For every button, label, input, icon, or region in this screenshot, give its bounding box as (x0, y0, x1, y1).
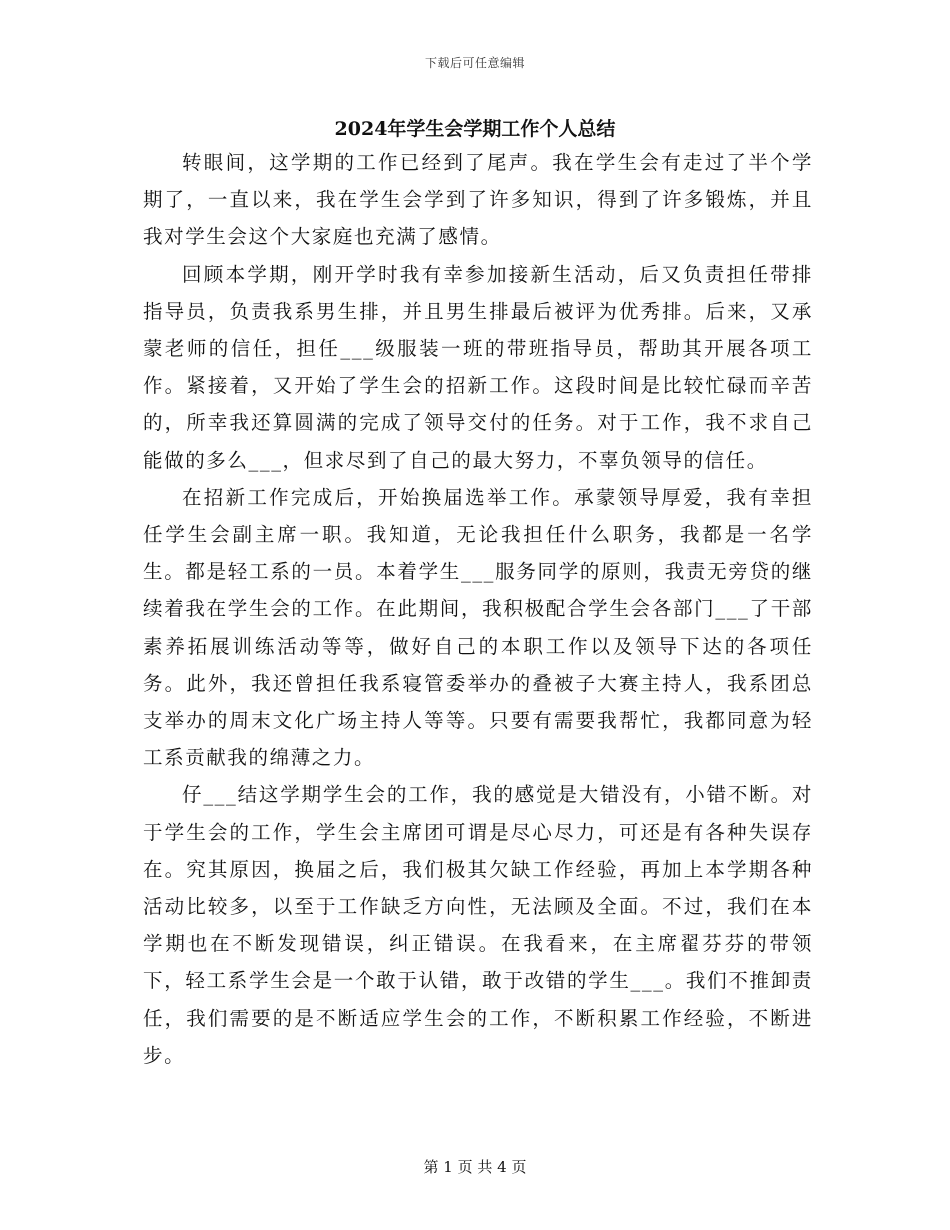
document-body (143, 144, 813, 1074)
document-title: 2024年学生会学期工作个人总结 (334, 118, 616, 140)
page-header-note: 下载后可任意编辑 (424, 56, 525, 70)
paragraph: 回顾本学期，刚开学时我有幸参加接新生活动，后又负责担任带排指导员，负责我系男生排，并且男生排最后被评为优秀排。后来，又承蒙老师的信任，担任___级服装一班的带班指导员，帮助其开展各项工作。紧接着，又开始了学生会的招新工作。这段时间是比较忙碌而辛苦的，所幸我还算圆满的完成了领导交付的任务。对于工作，我不求自己能做的多么___，但求尽到了自己的最大努力，不辜负领导的信任。 (143, 262, 813, 472)
page-number: 第 1 页 共 4 页 (423, 1158, 527, 1176)
paragraph: 转眼间，这学期的工作已经到了尾声。我在学生会有走过了半个学期了，一直以来，我在学生会学到了许多知识，得到了许多锻炼，并且我对学生会这个大家庭也充满了感情。 (143, 151, 813, 249)
paragraph: 仔___结这学期学生会的工作，我的感觉是大错没有，小错不断。对于学生会的工作，学生会主席团可谓是尽心尽力，可还是有各种失误存在。究其原因，换届之后，我们极其欠缺工作经验，再加上本学期各种活动比较多，以至于工作缺乏方向性，无法顾及全面。不过，我们在本学期也在不断发现错误，纠正错误。在我看来，在主席翟芬芬的带领下，轻工系学生会是一个敢于认错，敢于改错的学生___。我们不推卸责任，我们需要的是不断适应学生会的工作，不断积累工作经验，不断进步。 (143, 783, 813, 1067)
paragraph: 在招新工作完成后，开始换届选举工作。承蒙领导厚爱，我有幸担任学生会副主席一职。我知道，无论我担任什么职务，我都是一名学生。都是轻工系的一员。本着学生___服务同学的原则，我责无旁贷的继续着我在学生会的工作。在此期间，我积极配合学生会各部门___了干部素养拓展训练活动等等，做好自己的本职工作以及领导下达的各项任务。此外，我还曾担任我系寝管委举办的叠被子大赛主持人，我系团总支举办的周末文化广场主持人等等。只要有需要我帮忙，我都同意为轻工系贡献我的绵薄之力。 (143, 485, 813, 770)
